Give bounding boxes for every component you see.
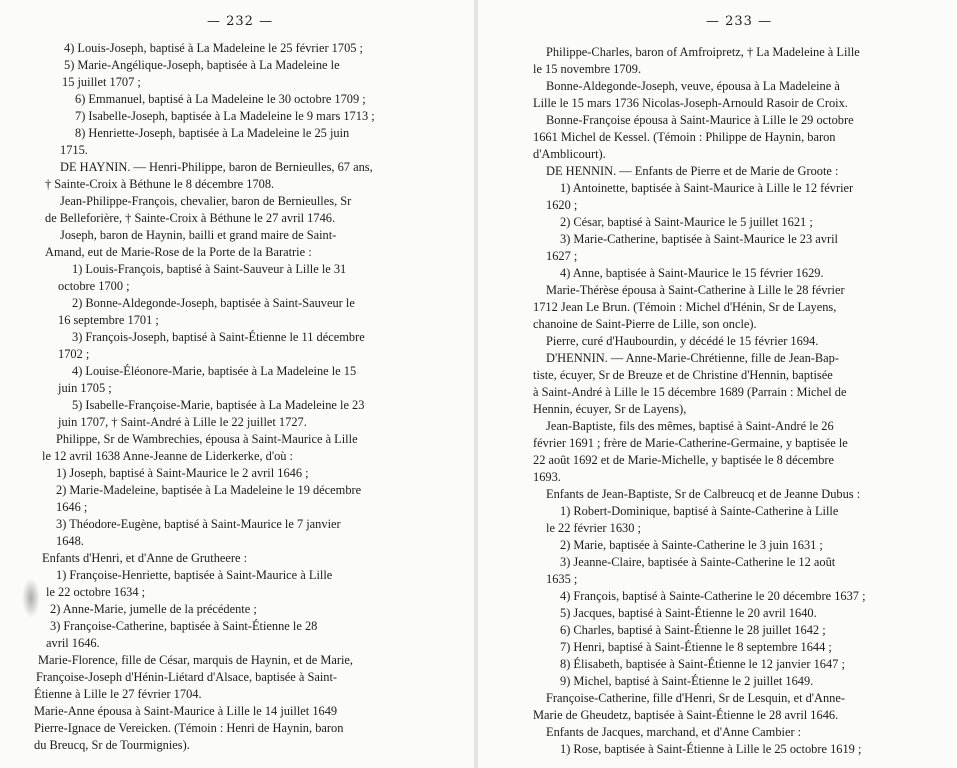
text-line: Philippe-Charles, baron of Amfroipretz, † La Madeleine à Lille bbox=[546, 45, 860, 59]
text-line: le 12 avril 1638 Anne-Jeanne de Liderkerke, d'où : bbox=[42, 449, 293, 463]
text-line: DE HENNIN. — Enfants de Pierre et de Marie de Groote : bbox=[546, 164, 839, 178]
text-line: du Breucq, Sr de Tourmignies). bbox=[34, 738, 190, 752]
text-line: 1646 ; bbox=[56, 500, 88, 514]
text-line: Jean-Philippe-François, chevalier, baron de Bernieulles, Sr bbox=[60, 194, 352, 208]
text-line: de Belleforière, † Sainte-Croix à Béthune le 27 avril 1746. bbox=[45, 211, 336, 225]
right-page bbox=[478, 0, 957, 768]
left-page bbox=[0, 0, 474, 768]
text-line: 1) Robert-Dominique, baptisé à Sainte-Catherine à Lille bbox=[560, 504, 839, 518]
text-line: 7) Isabelle-Joseph, baptisée à La Madeleine le 9 mars 1713 ; bbox=[75, 109, 375, 123]
text-line: Enfants de Jean-Baptiste, Sr de Calbreucq et de Jeanne Dubus : bbox=[546, 487, 861, 501]
text-line: DE HAYNIN. — Henri-Philippe, baron de Bernieulles, 67 ans, bbox=[60, 160, 373, 174]
text-line: Marie-Florence, fille de César, marquis de Haynin, et de Marie, bbox=[38, 653, 354, 667]
text-line: Bonne-Aldegonde-Joseph, veuve, épousa à La Madeleine à bbox=[546, 79, 840, 93]
text-line: le 15 novembre 1709. bbox=[533, 62, 642, 76]
text-line: 1) Françoise-Henriette, baptisée à Saint-Maurice à Lille bbox=[56, 568, 333, 582]
text-line: 6) Charles, baptisé à Saint-Étienne le 28 juillet 1642 ; bbox=[560, 623, 826, 637]
text-line: 1635 ; bbox=[546, 572, 578, 586]
text-line: 8) Henriette-Joseph, baptisée à La Madeleine le 25 juin bbox=[75, 126, 350, 140]
text-line: 2) Anne-Marie, jumelle de la précédente ; bbox=[50, 602, 257, 616]
text-line: 9) Michel, baptisé à Saint-Étienne le 2 juillet 1649. bbox=[560, 674, 814, 688]
text-line: Lille le 15 mars 1736 Nicolas-Joseph-Arnould Rasoir de Croix. bbox=[533, 96, 848, 110]
ink-blot bbox=[22, 578, 40, 618]
text-line: Marie de Gheudetz, baptisée à Saint-Étienne le 28 avril 1646. bbox=[533, 708, 839, 722]
text-line: octobre 1700 ; bbox=[58, 279, 130, 293]
text-line: 5) Isabelle-Françoise-Marie, baptisée à La Madeleine le 23 bbox=[72, 398, 365, 412]
text-line: Bonne-Françoise épousa à Saint-Maurice à Lille le 29 octobre bbox=[546, 113, 854, 127]
text-line: 2) Bonne-Aldegonde-Joseph, baptisée à Saint-Sauveur le bbox=[72, 296, 355, 310]
text-line: Hennin, écuyer, Sr de Layens), bbox=[533, 402, 687, 416]
text-line: Pierre, curé d'Haubourdin, y décédé le 15 février 1694. bbox=[546, 334, 819, 348]
text-line: 4) François, baptisé à Sainte-Catherine le 20 décembre 1637 ; bbox=[560, 589, 866, 603]
text-line: 1) Louis-François, baptisé à Saint-Sauveur à Lille le 31 bbox=[72, 262, 347, 276]
text-line: 4) Anne, baptisée à Saint-Maurice le 15 février 1629. bbox=[560, 266, 824, 280]
text-line: Joseph, baron de Haynin, bailli et grand maire de Saint- bbox=[60, 228, 337, 242]
text-line: 6) Emmanuel, baptisé à La Madeleine le 30 octobre 1709 ; bbox=[75, 92, 366, 106]
text-line: † Sainte-Croix à Béthune le 8 décembre 1708. bbox=[45, 177, 275, 191]
text-line: chanoine de Saint-Pierre de Lille, son oncle). bbox=[533, 317, 757, 331]
text-line: Marie-Thérèse épousa à Saint-Catherine à Lille le 28 février bbox=[546, 283, 845, 297]
text-line: 1) Joseph, baptisé à Saint-Maurice le 2 avril 1646 ; bbox=[56, 466, 309, 480]
text-line: 4) Louise-Éléonore-Marie, baptisée à La Madeleine le 15 bbox=[72, 364, 357, 378]
text-line: 1661 Michel de Kessel. (Témoin : Philippe de Haynin, baron bbox=[533, 130, 836, 144]
text-line: le 22 octobre 1634 ; bbox=[46, 585, 146, 599]
text-line: 7) Henri, baptisé à Saint-Étienne le 8 septembre 1644 ; bbox=[560, 640, 832, 654]
text-line: 3) Marie-Catherine, baptisée à Saint-Maurice le 23 avril bbox=[560, 232, 838, 246]
text-line: Marie-Anne épousa à Saint-Maurice à Lille le 14 juillet 1649 bbox=[34, 704, 338, 718]
text-line: Étienne à Lille le 27 février 1704. bbox=[34, 687, 202, 701]
text-line: 8) Élisabeth, baptisée à Saint-Étienne le 12 janvier 1647 ; bbox=[560, 657, 845, 671]
text-line: 1) Rose, baptisée à Saint-Étienne à Lille le 25 octobre 1619 ; bbox=[560, 742, 862, 756]
text-line: 1702 ; bbox=[58, 347, 90, 361]
text-line: 1648. bbox=[56, 534, 84, 548]
text-line: 1) Antoinette, baptisée à Saint-Maurice à Lille le 12 février bbox=[560, 181, 854, 195]
text-line: 3) Françoise-Catherine, baptisée à Saint-Étienne le 28 bbox=[50, 619, 318, 633]
text-line: 3) Théodore-Eugène, baptisé à Saint-Maurice le 7 janvier bbox=[56, 517, 341, 531]
text-line: 3) Jeanne-Claire, baptisée à Sainte-Catherine le 12 août bbox=[560, 555, 836, 569]
text-line: Philippe, Sr de Wambrechies, épousa à Saint-Maurice à Lille bbox=[56, 432, 358, 446]
text-line: 1712 Jean Le Brun. (Témoin : Michel d'Hénin, Sr de Layens, bbox=[533, 300, 837, 314]
text-line: avril 1646. bbox=[46, 636, 100, 650]
text-line: 1715. bbox=[60, 143, 88, 157]
text-line: le 22 février 1630 ; bbox=[546, 521, 641, 535]
text-line: 3) François-Joseph, baptisé à Saint-Étienne le 11 décembre bbox=[72, 330, 365, 344]
text-line: tiste, écuyer, Sr de Breuze et de Christine d'Hennin, baptisée bbox=[533, 368, 833, 382]
text-line: juin 1705 ; bbox=[58, 381, 112, 395]
text-line: 16 septembre 1701 ; bbox=[58, 313, 159, 327]
text-line: 22 août 1692 et de Marie-Michelle, y baptisée le 8 décembre bbox=[533, 453, 835, 467]
text-line: Pierre-Ignace de Vereicken. (Témoin : Henri de Haynin, baron bbox=[34, 721, 344, 735]
text-line: Françoise-Joseph d'Hénin-Liétard d'Alsace, baptisée à Saint- bbox=[36, 670, 338, 684]
text-line: 15 juillet 1707 ; bbox=[62, 75, 141, 89]
text-line: Jean-Baptiste, fils des mêmes, baptisé à Saint-André le 26 bbox=[546, 419, 834, 433]
text-line: juin 1707, † Saint-André à Lille le 22 juillet 1727. bbox=[58, 415, 307, 429]
text-line: 2) Marie, baptisée à Sainte-Catherine le 3 juin 1631 ; bbox=[560, 538, 823, 552]
left-page-number: — 232 — bbox=[207, 14, 274, 29]
text-line: 5) Jacques, baptisé à Saint-Étienne le 20 avril 1640. bbox=[560, 606, 817, 620]
text-line: Enfants d'Henri, et d'Anne de Grutheere : bbox=[42, 551, 248, 565]
text-line: 1693. bbox=[533, 470, 561, 484]
text-line: Amand, eut de Marie-Rose de la Porte de la Baratrie : bbox=[45, 245, 312, 259]
text-line: Françoise-Catherine, fille d'Henri, Sr de Lesquin, et d'Anne- bbox=[546, 691, 845, 705]
text-line: 4) Louis-Joseph, baptisé à La Madeleine le 25 février 1705 ; bbox=[64, 41, 364, 55]
text-line: 5) Marie-Angélique-Joseph, baptisée à La Madeleine le bbox=[64, 58, 340, 72]
text-line: à Saint-André à Lille le 15 décembre 1689 (Parrain : Michel de bbox=[533, 385, 847, 399]
text-line: 2) Marie-Madeleine, baptisée à La Madeleine le 19 décembre bbox=[56, 483, 362, 497]
text-line: février 1691 ; frère de Marie-Catherine-Germaine, y baptisée le bbox=[533, 436, 848, 450]
text-line: 1627 ; bbox=[546, 249, 578, 263]
text-line: 1620 ; bbox=[546, 198, 578, 212]
text-line: D'HENNIN. — Anne-Marie-Chrétienne, fille de Jean-Bap- bbox=[546, 351, 839, 365]
text-line: Enfants de Jacques, marchand, et d'Anne Cambier : bbox=[546, 725, 802, 739]
text-line: d'Amblicourt). bbox=[533, 147, 606, 161]
text-line: 2) César, baptisé à Saint-Maurice le 5 juillet 1621 ; bbox=[560, 215, 813, 229]
right-page-number: — 233 — bbox=[706, 14, 773, 29]
